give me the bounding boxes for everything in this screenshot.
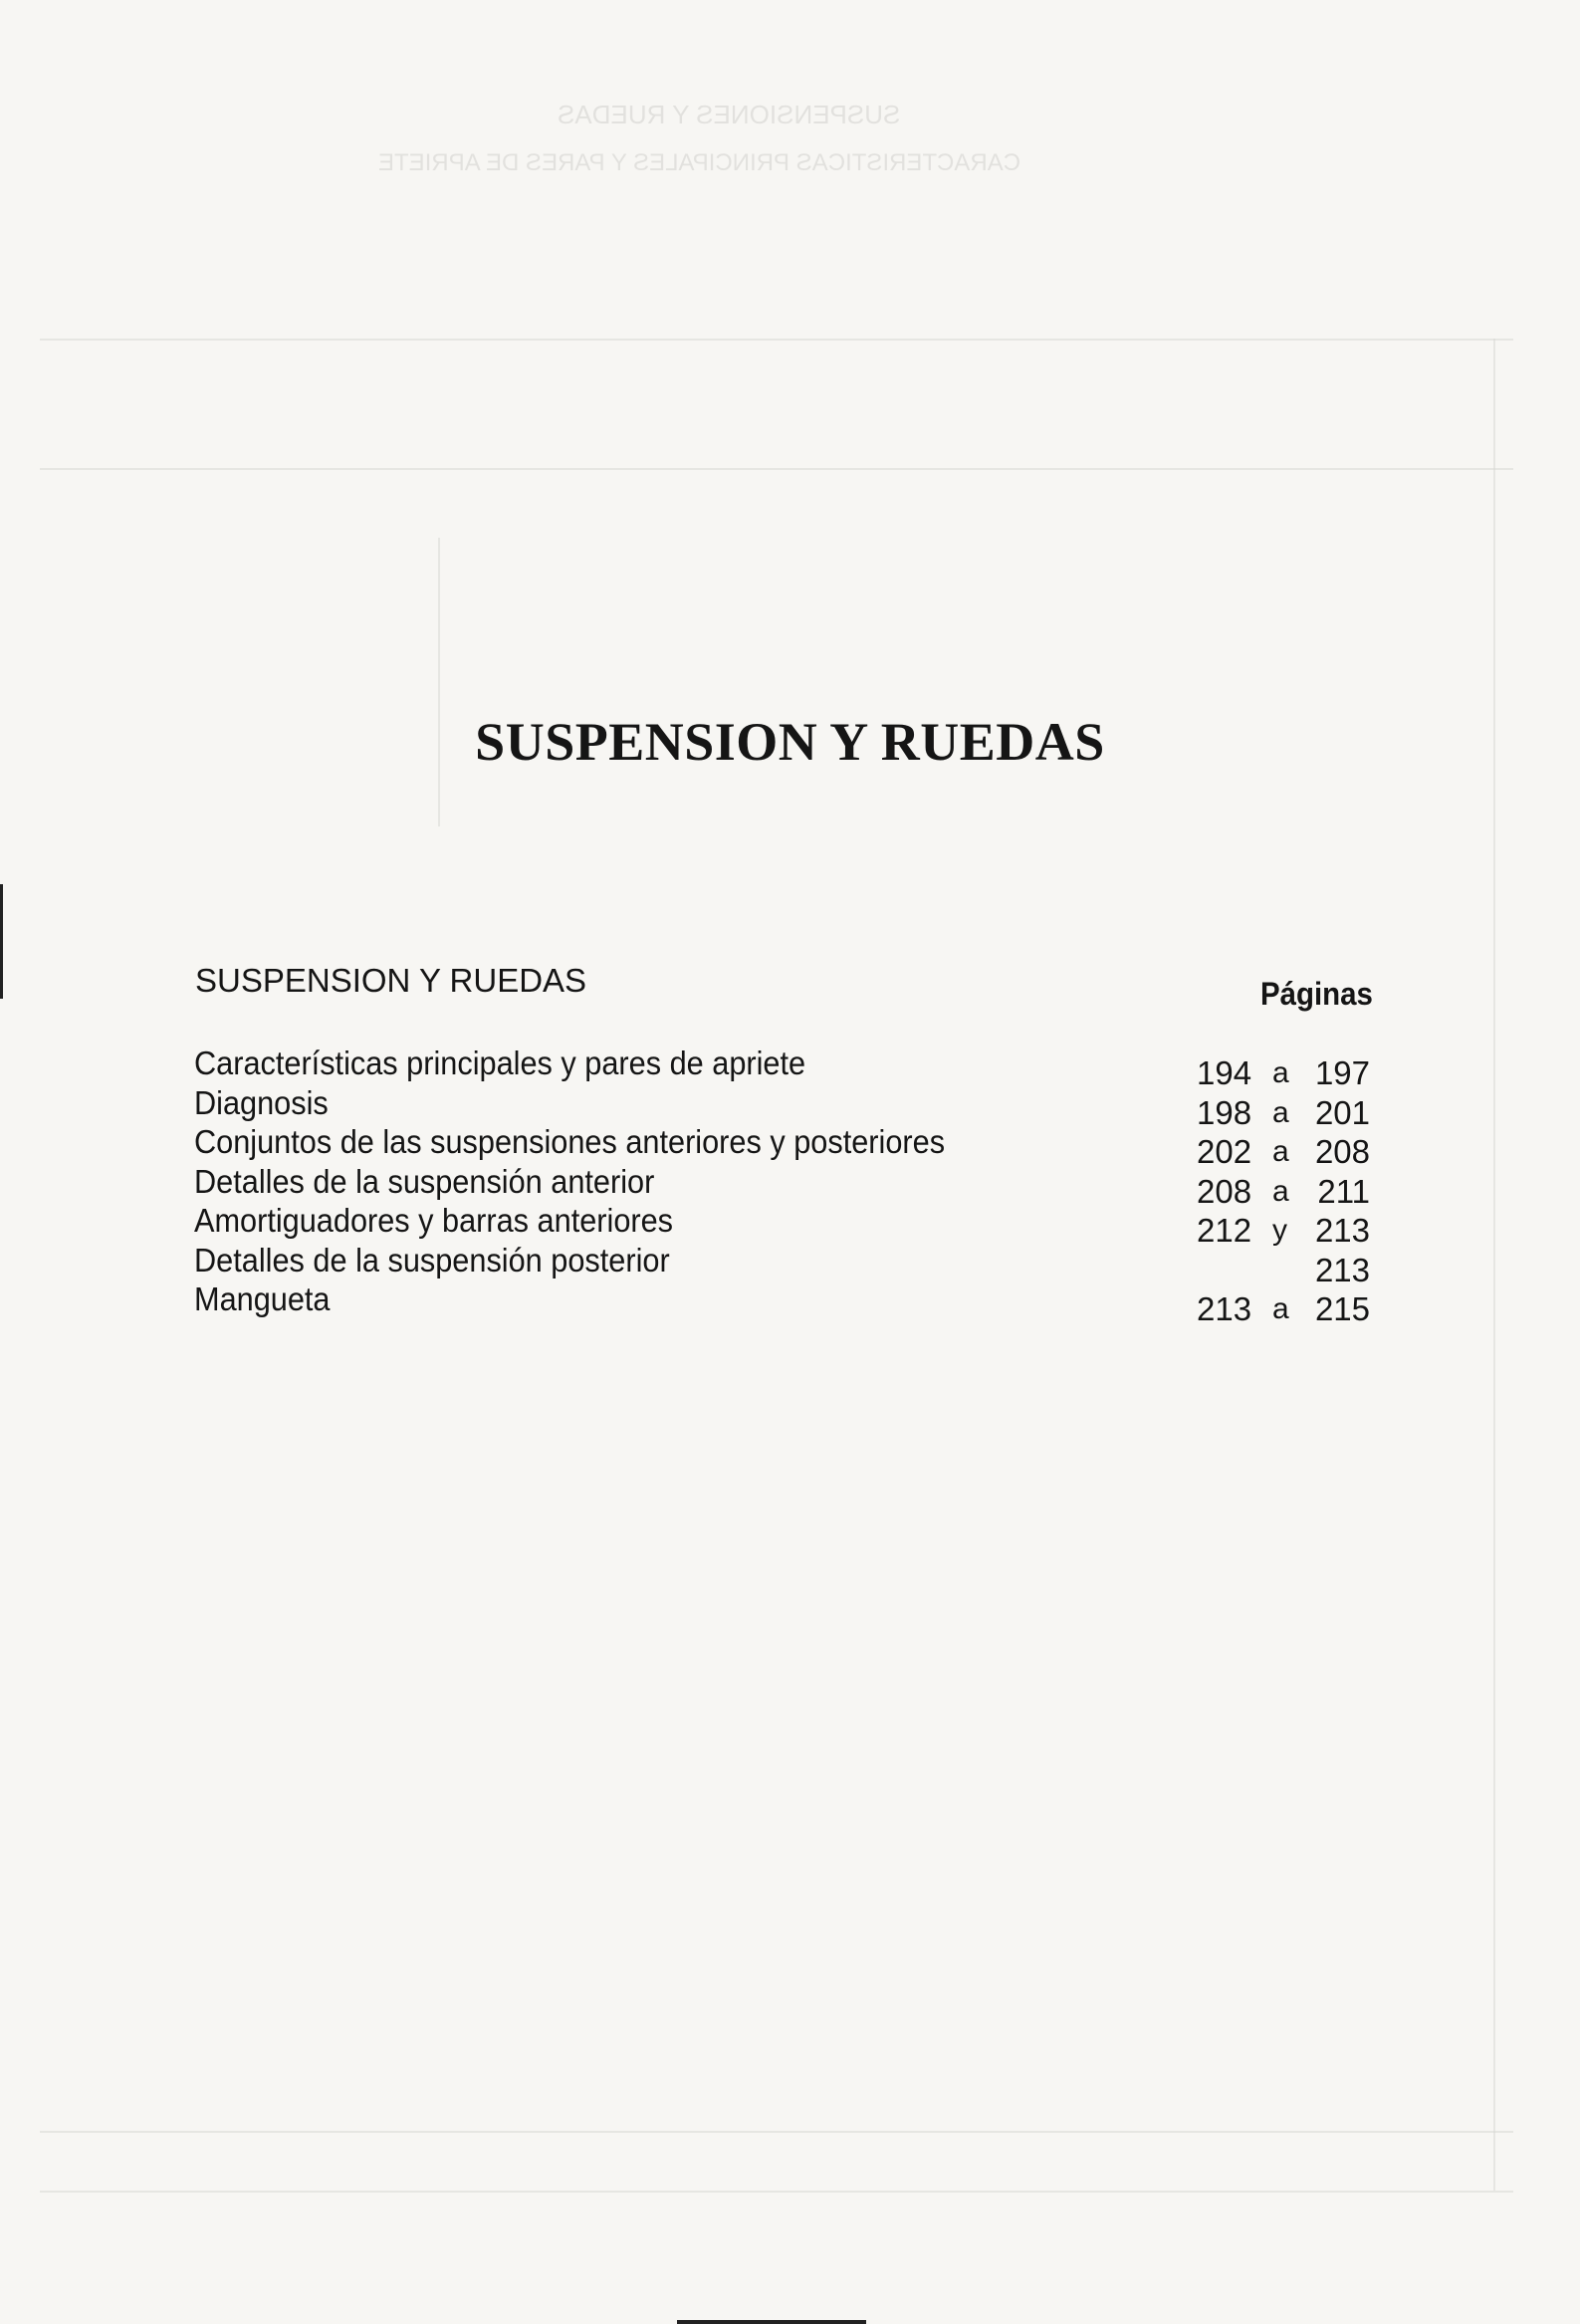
page-title: SUSPENSION Y RUEDAS [475,712,1105,773]
bleed-through-rule [438,538,440,826]
toc-entry-list [194,1044,1002,1319]
toc-page-range [1183,1289,1382,1329]
bleed-through-rule [40,339,1513,341]
toc-page-range [1183,1132,1382,1172]
toc-entry-label: Conjuntos de las suspensiones anteriores y posteriores [194,1123,946,1160]
scan-edge-mark [0,884,3,999]
bleed-through-rule [40,2191,1513,2193]
scan-edge-mark [677,2320,866,2324]
toc-pages-heading: Páginas [1260,976,1373,1012]
page-from: 194 [1197,1054,1252,1091]
toc-entry-label: Características principales y pares de apriete [194,1045,806,1081]
page-separator: a [1272,1174,1289,1208]
page-separator: a [1272,1095,1289,1129]
page-separator: y [1272,1214,1287,1247]
page-to: 208 [1314,1133,1370,1170]
page-to: 197 [1314,1054,1370,1091]
page-separator: a [1272,1056,1289,1089]
toc-heading: SUSPENSION Y RUEDAS [195,962,587,999]
page-from: 212 [1197,1212,1252,1249]
toc-page-range [1183,1211,1382,1251]
bleed-through-rule [40,468,1513,470]
bleed-through-header: SUSPENSIONES Y RUEDAS [558,100,901,129]
bleed-through-rule [40,2131,1513,2133]
page-from: 208 [1197,1172,1252,1210]
toc-page-range [1183,1093,1382,1133]
bleed-through-rule [1493,339,1495,2191]
page-separator: a [1272,1292,1289,1325]
toc-entry-label: Detalles de la suspensión anterior [194,1162,655,1200]
bleed-through-subheader: CARACTERISTICAS PRINCIPALES Y PARES DE APRIETE [378,149,1021,176]
page-from: 213 [1197,1290,1252,1327]
toc-page-range [1183,1053,1382,1093]
toc-page-range-list [1183,1053,1382,1329]
toc-entry-label: Detalles de la suspensión posterior [194,1241,670,1278]
toc-entry-label: Diagnosis [194,1083,329,1121]
page-from: 202 [1197,1133,1252,1170]
page-to: 215 [1314,1290,1370,1327]
toc-page-range [1183,1172,1382,1212]
page-to: 213 [1314,1212,1370,1249]
page-to: 213 [1314,1251,1370,1288]
toc-entry-label: Amortiguadores y barras anteriores [194,1202,674,1239]
page-to: 211 [1317,1172,1370,1210]
page-from: 198 [1197,1093,1252,1131]
toc-page-range [1183,1251,1382,1290]
page-to: 201 [1314,1093,1370,1131]
page-separator: a [1272,1135,1289,1168]
toc-entry-label: Mangueta [194,1280,331,1317]
